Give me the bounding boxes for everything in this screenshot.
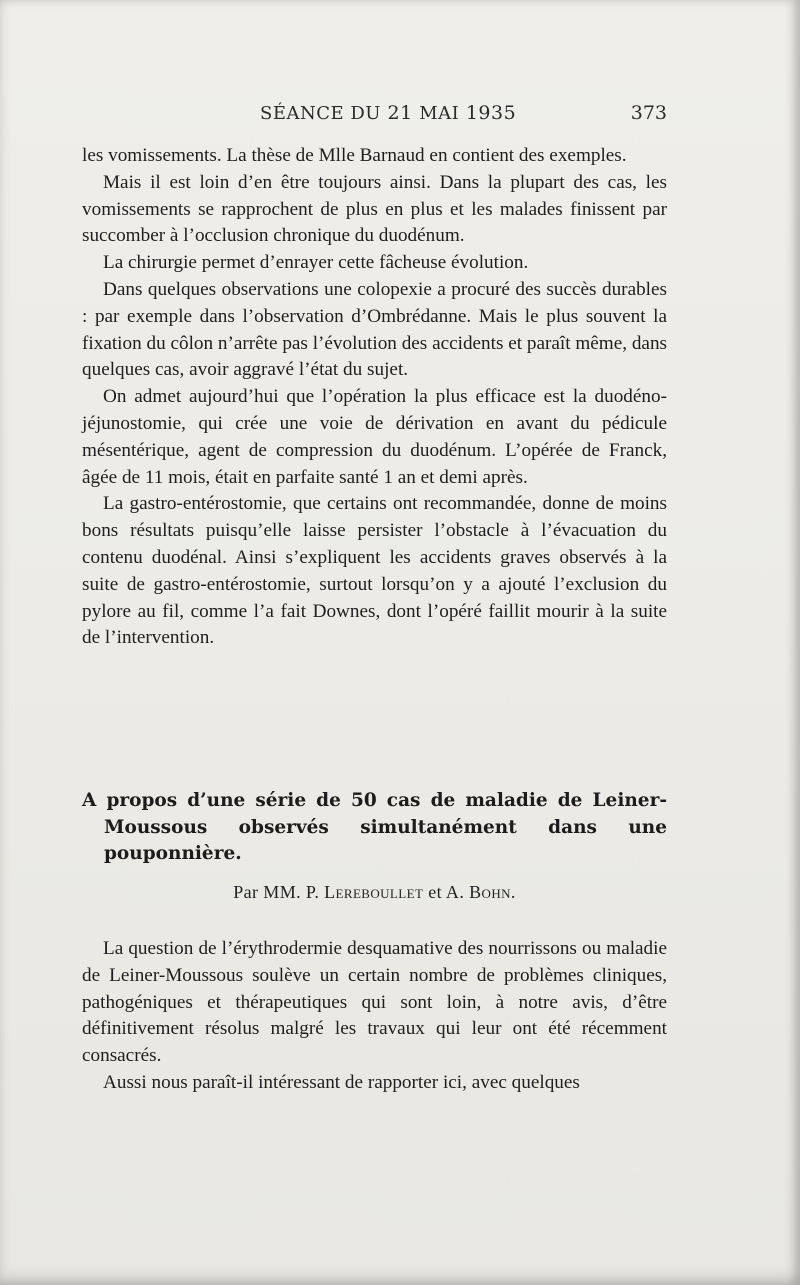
paragraph: On admet aujourd’hui que l’opération la plus efficace est la duodéno-jéjunostomie, qui crée une voie de dérivation en avant du pédicule mésentérique, agent de compression du duodénum. L’opérée de Franck, âgée de 11 mois, était en parfaite santé 1 an et demi après. — [82, 386, 667, 488]
paragraph: Mais il est loin d’en être toujours ainsi. Dans la plupart des cas, les vomissements se rapprochent de plus en plus et les malades finissent par succomber à l’occlusion chronique du duodénum. — [82, 171, 667, 247]
paragraph: La gastro-entérostomie, que certains ont recommandée, donne de moins bons résultats puisqu’elle laisse persister l’obstacle à l’évacuation du contenu duodénal. Ainsi s’expliquent les accidents graves observés à la suite de gastro-entérostomie, surtout lorsqu’on y a ajouté l’exclusion du pylore au fil, comme l’a fait Downes, dont l’opéré faillit mourir à la suite de l’intervention. — [82, 493, 667, 649]
paragraph: les vomissements. La thèse de Mlle Barnaud en contient des exemples. — [82, 145, 627, 166]
running-month: MAI — [419, 103, 460, 124]
running-header — [82, 102, 667, 128]
running-year: 1935 — [465, 102, 517, 124]
paragraph: La chirurgie permet d’enrayer cette fâcheuse évolution. — [103, 252, 529, 274]
paragraph: Dans quelques observations une colopexie a procuré des succès durables : par exemple dans l’observation d’Ombrédanne. Mais le plus souvent la fixation du côlon n’arrête pas l’évolution des accidents et paraît même, dans quelques cas, avoir aggravé l’état du sujet. — [82, 278, 668, 381]
article-byline — [82, 882, 667, 903]
paragraph: La question de l’érythrodermie desquamative des nourrissons ou maladie de Leiner-Moussous soulève un certain nombre de problèmes cliniques, pathogéniques et thérapeutiques qui sont loin, à notre avis, d’être définitivement résolus malgré les travaux qui leur ont été récemment consacrés. — [82, 938, 667, 1067]
running-day: 21 — [387, 102, 413, 124]
body-text-bottom — [82, 936, 667, 1097]
byline-mid: et A. — [428, 882, 465, 902]
author-name: Lereboullet — [324, 882, 424, 902]
running-prefix: SÉANCE DU — [260, 103, 381, 124]
body-text-top — [82, 143, 667, 652]
page-number: 373 — [630, 102, 667, 124]
paragraph: Aussi nous paraît-il intéressant de rapporter ici, avec quelques — [103, 1071, 580, 1093]
article-title: A propos d’une série de 50 cas de maladie de Leiner-Moussous observés simultanément dans une pouponnière. — [82, 790, 667, 864]
byline-prefix: Par MM. P. — [233, 882, 320, 902]
running-title — [260, 102, 516, 124]
author-name: Bohn. — [469, 882, 516, 902]
